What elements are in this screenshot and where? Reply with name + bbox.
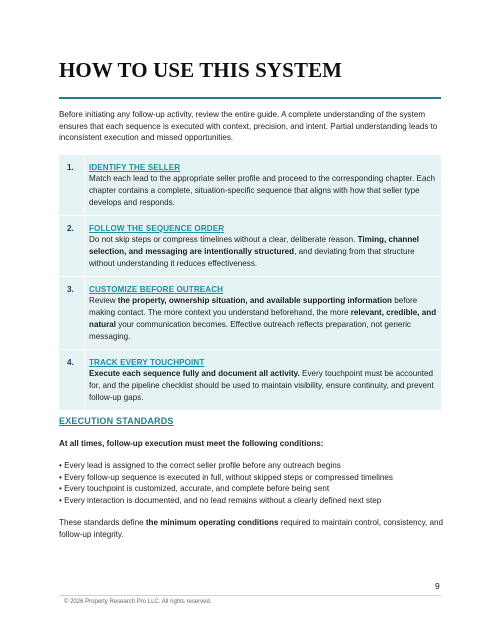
step-row bbox=[59, 155, 441, 216]
page-number: 9 bbox=[435, 581, 440, 591]
step-body bbox=[84, 216, 441, 276]
emphasis-text: relevant, credible, and natural bbox=[89, 308, 437, 329]
step-body bbox=[84, 350, 441, 410]
footer-rule bbox=[59, 595, 441, 596]
body-text: Do not skip steps or compress timelines without a clear, deliberate reason. bbox=[89, 235, 358, 244]
step-number: 4. bbox=[67, 358, 74, 367]
step-text bbox=[89, 234, 437, 270]
step-number: 2. bbox=[67, 224, 74, 233]
steps-list bbox=[59, 155, 441, 411]
closing-text: required to maintain control, consistency, and follow-up integrity. bbox=[59, 518, 444, 539]
step-heading: TRACK EVERY TOUCHPOINT bbox=[89, 358, 205, 367]
body-text: your communication becomes. Effective outreach reflects preparation, not generic messaging. bbox=[89, 320, 411, 341]
step-text bbox=[89, 295, 437, 343]
body-text: before making contact. The more context you understand beforehand, the more bbox=[89, 296, 418, 317]
list-item: • Every follow-up sequence is executed in full, without skipped steps or compressed timelines bbox=[59, 472, 393, 482]
body-text: Match each lead to the appropriate seller profile and proceed to the corresponding chapter. Each chapter contains a complete, situation-specific sequence that aligns with how that seller type develops and responds. bbox=[89, 174, 436, 207]
list-item: • Every touchpoint is customized, accurate, and complete before being sent bbox=[59, 484, 330, 494]
title-rule bbox=[59, 97, 441, 99]
step-heading: FOLLOW THE SEQUENCE ORDER bbox=[89, 224, 225, 233]
emphasis-text: Timing, channel selection, and messaging are intentionally structured bbox=[89, 235, 420, 256]
closing-emphasis: the minimum operating conditions bbox=[145, 518, 279, 527]
standards-list bbox=[59, 460, 393, 507]
step-text bbox=[89, 368, 437, 404]
conditions-intro: At all times, follow-up execution must meet the following conditions: bbox=[59, 439, 324, 448]
body-text: , and deviating from that structure without understanding it reduces effectiveness. bbox=[89, 247, 415, 268]
list-item: • Every lead is assigned to the correct seller profile before any outreach begins bbox=[59, 461, 341, 470]
step-row bbox=[59, 216, 441, 277]
step-text bbox=[89, 173, 437, 209]
emphasis-text: the property, ownership situation, and available supporting information bbox=[117, 296, 392, 305]
body-text: Every touchpoint must be accounted for, and the pipeline checklist should be used to maintain visibility, ensure continuity, and prevent follow-up gaps. bbox=[89, 369, 434, 402]
intro-paragraph: Before initiating any follow-up activity, review the entire guide. A complete understanding of the system ensures that each sequence is executed with context, precision, and intent. Partial understanding leads to inconsistent execution and missed opportunities. bbox=[59, 110, 438, 143]
step-row bbox=[59, 350, 441, 411]
closing-paragraph bbox=[59, 517, 443, 541]
step-number: 3. bbox=[67, 285, 74, 294]
step-heading: CUSTOMIZE BEFORE OUTREACH bbox=[89, 285, 224, 294]
step-body bbox=[84, 155, 441, 215]
section-heading: EXECUTION STANDARDS bbox=[59, 416, 174, 426]
emphasis-text: Execute each sequence fully and document all activity. bbox=[89, 369, 300, 378]
footer-copyright: © 2026 Property Research Pro LLC. All rights reserved. bbox=[64, 599, 212, 605]
closing-text: These standards define bbox=[59, 518, 146, 527]
body-text: Review bbox=[89, 296, 118, 305]
step-heading: IDENTIFY THE SELLER bbox=[89, 163, 181, 172]
list-item: • Every interaction is documented, and no lead remains without a clearly defined next step bbox=[59, 496, 382, 506]
page-title: HOW TO USE THIS SYSTEM bbox=[59, 58, 343, 82]
step-number: 1. bbox=[67, 163, 74, 172]
step-row bbox=[59, 277, 441, 350]
step-body bbox=[84, 277, 441, 349]
